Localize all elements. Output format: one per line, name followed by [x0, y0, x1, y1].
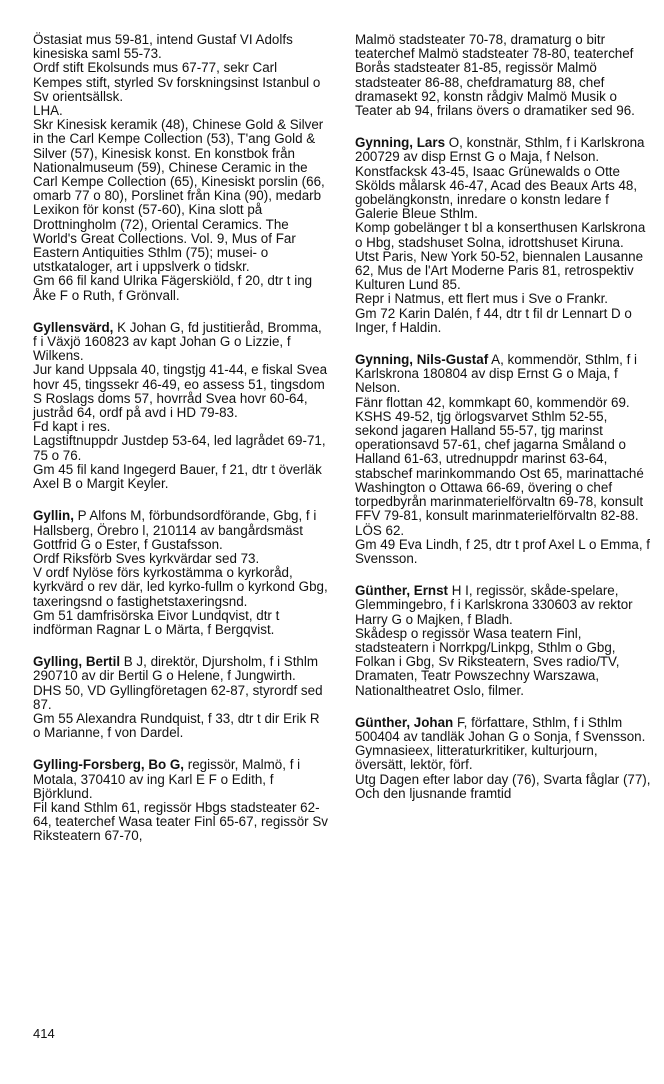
entry-paragraph: Komp gobelänger t bl a konserthusen Karlskrona o Hbg, stadshuset Solna, idrottshuset Kiruna. — [355, 220, 646, 250]
biography-entry — [355, 33, 651, 118]
entry-paragraph: Östasiat mus 59-81, intend Gustaf VI Adolfs kinesiska saml 55-73. — [33, 32, 293, 62]
entry-name: Gylling-Forsberg, Bo G, — [33, 757, 185, 773]
entry-name: Günther, Johan — [355, 714, 454, 730]
biography-entry — [355, 136, 651, 335]
entry-first-text: H I, regissör, skåde-spelare, Glemmingebro, f i Karlskrona 330603 av rektor Harry G o Majken, f Bladh. — [355, 583, 633, 627]
entry-paragraph: Fänr flottan 42, kommkapt 60, kommendör 69. — [355, 394, 630, 410]
entry-paragraph: Konstfacksk 43-45, Isaac Grünewalds o Otte Skölds målarsk 46-47, Acad des Beaux Arts 48, gobelängkonstn, inredare o konstn ledare f Galerie Bleue Sthlm. — [355, 163, 638, 222]
entry-first-paragraph — [355, 584, 651, 627]
biography-entry — [33, 758, 329, 843]
entry-first-paragraph — [33, 509, 329, 552]
entry-paragraph: KSHS 49-52, tjg örlogsvarvet Sthlm 52-55, sekond jagaren Halland 55-57, tjg marinst operationsavd 57-61, chef jagarna Småland o Halland 61-63, utrednuppdr marinst 63-64, stabschef marinkommando Ost 65, marinattaché Washington o Ottawa 66-69, övering o chef torpedbyrån marinmaterielförvaltn 69-78, konsult FFV 79-81, konsult marinmaterielförvaltn 82-88. — [355, 408, 644, 524]
entry-first-text: B J, direktör, Djursholm, f i Sthlm 290710 av dir Bertil G o Helene, f Jungwirth. — [33, 654, 318, 684]
biography-entry — [355, 353, 651, 566]
entry-paragraph: Repr i Natmus, ett flert mus i Sve o Frankr. — [355, 291, 609, 307]
biography-entry — [355, 584, 651, 698]
entry-paragraph: LHA. — [33, 103, 63, 119]
biography-entry — [33, 321, 329, 491]
entry-first-paragraph — [355, 136, 651, 164]
entry-paragraph: DHS 50, VD Gyllingföretagen 62-87, styrordf sed 87. — [33, 682, 323, 712]
entry-paragraph: Gm 49 Eva Lindh, f 25, dtr t prof Axel L o Emma, f Svensson. — [355, 536, 650, 566]
entry-first-text: F, författare, Sthlm, f i Sthlm 500404 av tandläk Johan G o Sonja, f Svensson. — [355, 714, 646, 744]
entry-first-paragraph — [355, 716, 651, 744]
entry-paragraph: LÖS 62. — [355, 522, 405, 538]
entry-paragraph: Lagstiftnuppdr Justdep 53-64, led lagrådet 69-71, 75 o 76. — [33, 433, 326, 463]
page-number: 414 — [33, 1026, 55, 1041]
entry-paragraph: Ordf Riksförb Sves kyrkvärdar sed 73. — [33, 550, 260, 566]
entry-first-paragraph — [355, 353, 651, 396]
entry-paragraph: Gm 66 fil kand Ulrika Fägerskiöld, f 20, dtr t ing Åke F o Ruth, f Grönvall. — [33, 273, 313, 303]
entry-paragraph: Skr Kinesisk keramik (48), Chinese Gold & Silver in the Carl Kempe Collection (53), T'ang Gold & Silver (57), Kinesisk konst. En konstbok från Nationalmuseum (59), Chinese Ceramic in the Carl Kempe Collection (65), Kinesiskt porslin (66, omarb 77 o 80), Porslinet från Kina (90), medarb Lexikon för konst (57-60), Kina slott på Drottningholm (72), Oriental Ceramics. The World's Great Collections. Vol. 9, Mus of Far Eastern Antiquities Sthlm (75); musei- o utstkataloger, art i uppslverk o tidskr. — [33, 117, 325, 275]
entry-paragraph: V ordf Nylöse förs kyrkostämma o kyrkoråd, kyrkvärd o rev där, led kyrko-fullm o kyrkond Gbg, taxeringsnd o fastighetstaxeringsnd. — [33, 565, 328, 609]
entry-paragraph: Fil kand Sthlm 61, regissör Hbgs stadsteater 62-64, teaterchef Wasa teater Finl 65-67, regissör Sv Riksteatern 67-70, — [33, 799, 328, 844]
entry-paragraph: Gm 45 fil kand Ingegerd Bauer, f 21, dtr t överläk Axel B o Margit Keyler. — [33, 461, 322, 492]
entry-name: Günther, Ernst — [355, 583, 449, 599]
entry-paragraph: Gymnasieex, litteraturkritiker, kulturjourn, översätt, lektör, förf. — [355, 743, 598, 773]
biography-entry — [33, 509, 329, 637]
entry-first-text: O, konstnär, Sthlm, f i Karlskrona 200729 av disp Ernst G o Maja, f Nelson. — [355, 135, 645, 165]
biography-entry — [355, 716, 651, 801]
entry-paragraph: Utst Paris, New York 50-52, biennalen Lausanne 62, Mus de l'Art Moderne Paris 81, retrospektiv Kulturen Lund 85. — [355, 248, 644, 293]
biography-entry — [33, 655, 329, 740]
entry-paragraph: Gm 51 damfrisörska Eivor Lundqvist, dtr t indförman Ragnar L o Märta, f Bergqvist. — [33, 607, 280, 637]
entry-first-paragraph — [33, 758, 329, 801]
entry-paragraph: Jur kand Uppsala 40, tingstjg 41-44, e fiskal Svea hovr 45, tingssekr 46-49, eo assess 51, tingsdom S Roslags doms 57, hovrråd Svea hovr 60-64, justråd 64, ordf på avd i HD 79-83. — [33, 362, 328, 421]
right-column — [355, 33, 651, 819]
entry-first-text: P Alfons M, förbundsordförande, Gbg, f i Hallsberg, Örebro l, 210114 av bangårdsmäst Gottfrid G o Ester, f Gustafsson. — [33, 508, 317, 552]
biography-entry — [33, 33, 329, 303]
entry-first-paragraph — [33, 321, 329, 364]
entry-paragraph: Utg Dagen efter labor day (76), Svarta fåglar (77), Och den ljusnande framtid — [355, 771, 651, 801]
entry-paragraph: Malmö stadsteater 70-78, dramaturg o bitr teaterchef Malmö stadsteater 78-80, teaterchef Borås stadsteater 81-85, regissör Malmö stadsteater 86-88, chefdramaturg 88, chef dramasekt 92, konstn rådgiv Malmö Musik o Teater ab 94, frilans övers o dramatiker sed 96. — [355, 32, 635, 119]
entry-paragraph: Ordf stift Ekolsunds mus 67-77, sekr Carl Kempes stift, styrled Sv forskningsinst Istanbul o Sv orientsällsk. — [33, 60, 321, 104]
entry-first-text: regissör, Malmö, f i Motala, 370410 av ing Karl E F o Edith, f Björklund. — [33, 757, 301, 801]
entry-name: Gyllensvärd, — [33, 319, 114, 335]
entry-name: Gyllin, — [33, 508, 74, 524]
entry-name: Gynning, Nils-Gustaf — [355, 352, 489, 368]
entry-paragraph: Skådesp o regissör Wasa teatern Finl, stadsteatern i Norrkpg/Linkpg, Sthlm o Gbg, Folkan i Gbg, Sv Riksteatern, Sves radio/TV, Dramaten, Teatr Powszechny Warszawa, Nationaltheatret Oslo, filmer. — [355, 625, 620, 698]
entry-paragraph: Fd kapt i res. — [33, 419, 111, 435]
entry-first-text: K Johan G, fd justitieråd, Bromma, f i Växjö 160823 av kapt Johan G o Lizzie, f Wilkens. — [33, 319, 322, 364]
entry-paragraph: Gm 55 Alexandra Rundquist, f 33, dtr t dir Erik R o Marianne, f von Dardel. — [33, 710, 320, 741]
entry-paragraph: Gm 72 Karin Dalén, f 44, dtr t fil dr Lennart D o Inger, f Haldin. — [355, 305, 632, 335]
left-column — [33, 33, 329, 862]
entry-first-paragraph — [33, 655, 329, 683]
entry-name: Gylling, Bertil — [33, 654, 121, 670]
entry-name: Gynning, Lars — [355, 135, 446, 151]
entry-first-text: A, kommendör, Sthlm, f i Karlskrona 180804 av disp Ernst G o Maja, f Nelson. — [355, 352, 638, 396]
